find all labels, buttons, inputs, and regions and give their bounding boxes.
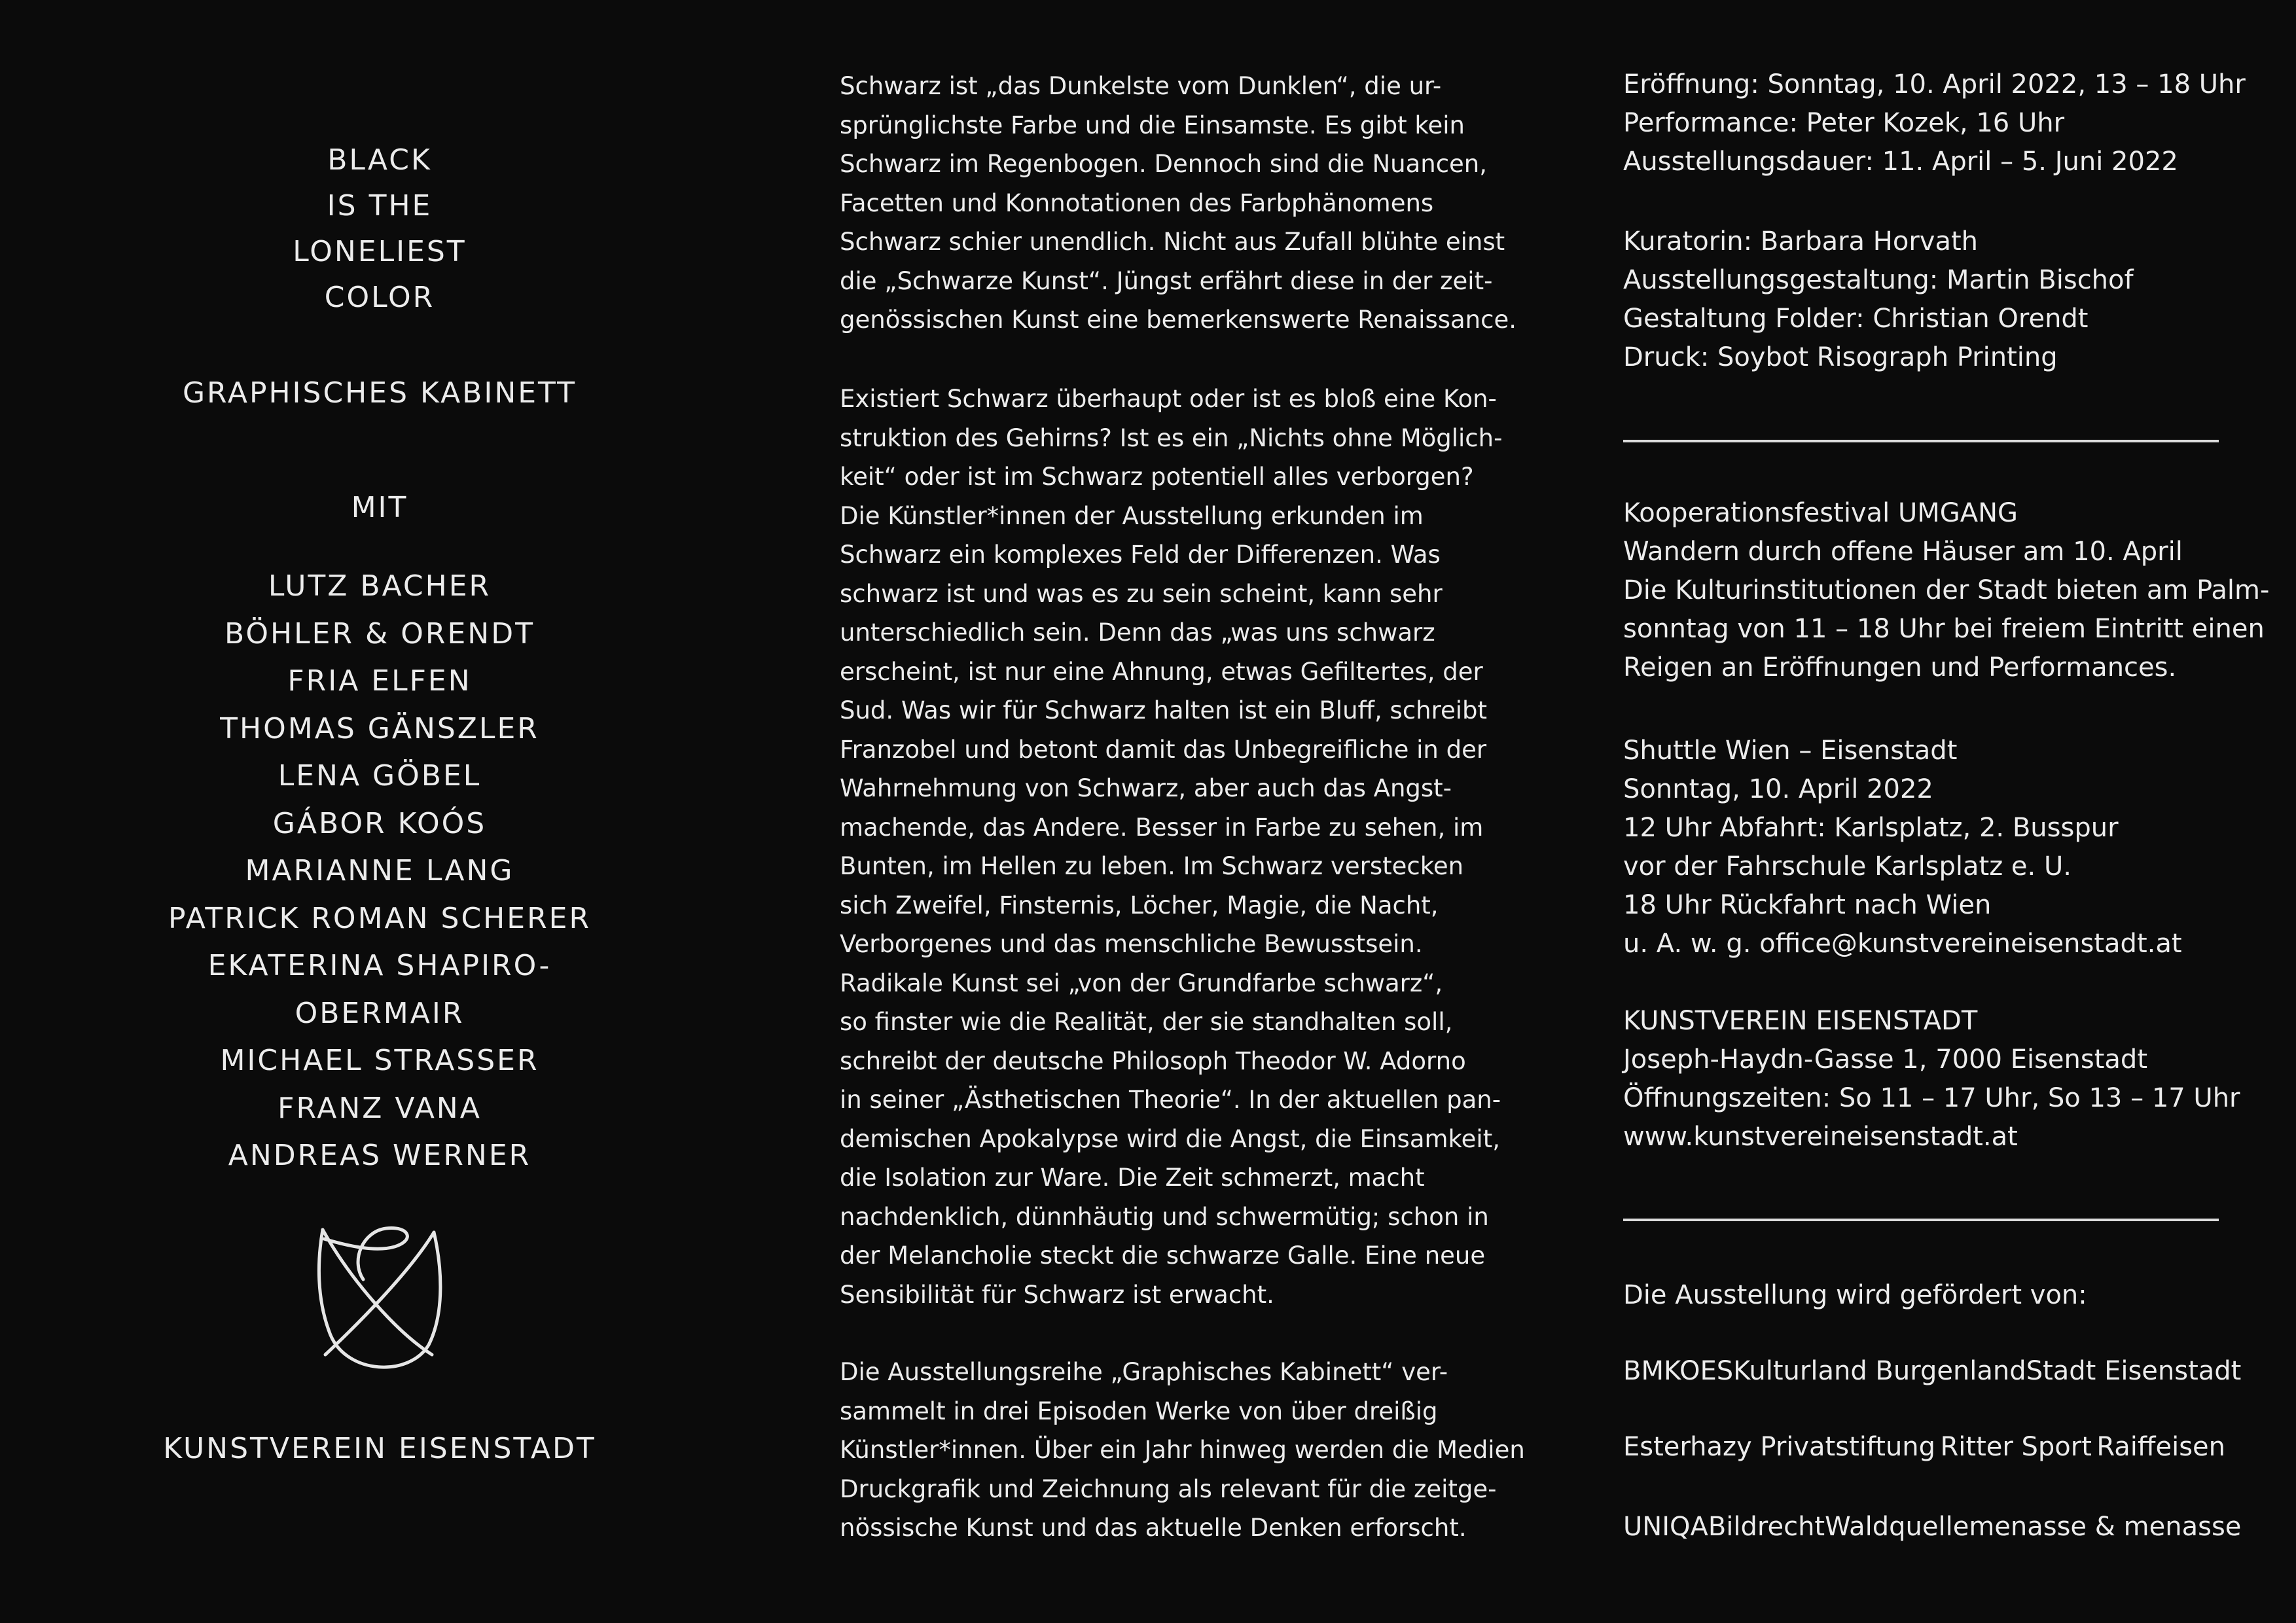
sponsor-name: Kulturland Burgenland — [1733, 1356, 2026, 1386]
essay-line: in seiner „Ästhetischen Theorie“. In der aktuellen pan- — [840, 1086, 1501, 1114]
opening-dates — [1623, 65, 2246, 181]
info-line: u. A. w. g. office@kunstvereineisenstadt.at — [1623, 929, 2182, 959]
info-line: Gestaltung Folder: Christian Orendt — [1623, 304, 2089, 334]
essay-line: sich Zweifel, Finsternis, Löcher, Magie, die Nacht, — [840, 891, 1439, 919]
info-line: Wandern durch offene Häuser am 10. April — [1623, 537, 2183, 567]
info-line: vor der Fahrschule Karlsplatz e. U. — [1623, 851, 2072, 882]
exhibition-title — [131, 137, 628, 321]
essay-line: die „Schwarze Kunst“. Jüngst erfährt diese in der zeit- — [840, 266, 1493, 295]
essay-line: schwarz ist und was es zu sein scheint, kann sehr — [840, 579, 1443, 608]
divider — [1623, 1219, 2219, 1221]
sponsor-name: Waldquelle — [1825, 1512, 1969, 1542]
artist-name: FRIA ELFEN — [287, 664, 472, 698]
essay-line: machende, das Andere. Besser in Farbe zu sehen, im — [840, 813, 1484, 842]
info-line: sonntag von 11 – 18 Uhr bei freiem Eintritt einen — [1623, 614, 2265, 644]
sponsor-row — [1623, 1512, 2242, 1542]
info-line: Joseph-Haydn-Gasse 1, 7000 Eisenstadt — [1623, 1044, 2147, 1075]
info-line: KUNSTVEREIN EISENSTADT — [1623, 1006, 1978, 1036]
title-line: IS THE — [327, 189, 433, 223]
essay-line: keit“ oder ist im Schwarz potentiell alles verborgen? — [840, 463, 1474, 491]
essay-line: Die Ausstellungsreihe „Graphisches Kabinett“ ver- — [840, 1358, 1448, 1386]
essay-line: sammelt in drei Episoden Werke von über dreißig — [840, 1397, 1438, 1425]
info-line: Öffnungszeiten: So 11 – 17 Uhr, So 13 – 17 Uhr — [1623, 1083, 2240, 1113]
artist-name: BÖHLER & ORENDT — [224, 616, 535, 651]
essay-line: nachdenklich, dünnhäutig und schwermütig; schon in — [840, 1202, 1489, 1231]
info-line: Performance: Peter Kozek, 16 Uhr — [1623, 108, 2065, 138]
essay-line: Künstler*innen. Über ein Jahr hinweg werden die Medien — [840, 1436, 1525, 1464]
essay-line: Franzobel und betont damit das Unbegreifliche in der — [840, 735, 1487, 764]
artist-name: LUTZ BACHER — [268, 569, 492, 603]
info-line: Reigen an Eröffnungen und Performances. — [1623, 652, 2177, 683]
essay-line: Sud. Was wir für Schwarz halten ist ein Bluff, schreibt — [840, 696, 1488, 724]
essay-line: Die Künstler*innen der Ausstellung erkunden im — [840, 501, 1424, 530]
essay-line: Schwarz im Regenbogen. Dennoch sind die Nuancen, — [840, 150, 1488, 178]
info-line: Eröffnung: Sonntag, 10. April 2022, 13 – 18 Uhr — [1623, 69, 2246, 99]
essay-line: Druckgrafik und Zeichnung als relevant für die zeitge- — [840, 1474, 1497, 1503]
info-line: 12 Uhr Abfahrt: Karlsplatz, 2. Busspur — [1623, 813, 2119, 843]
sponsor-heading: Die Ausstellung wird gefördert von: — [1623, 1280, 2087, 1310]
divider — [1623, 440, 2219, 442]
essay-line: erscheint, ist nur eine Ahnung, etwas Gefiltertes, der — [840, 657, 1483, 686]
artist-list — [131, 563, 628, 1180]
organization-name: KUNSTVEREIN EISENSTADT — [163, 1432, 596, 1465]
sponsor-name: Bildrecht — [1708, 1512, 1825, 1542]
sponsor-name: UNIQA — [1623, 1512, 1708, 1542]
info-panel — [1623, 0, 2270, 1623]
info-line: Ausstellungsgestaltung: Martin Bischof — [1623, 265, 2134, 295]
essay-line: Schwarz schier unendlich. Nicht aus Zufall blühte einst — [840, 228, 1505, 256]
info-line: www.kunstvereineisenstadt.at — [1623, 1122, 2018, 1152]
essay-line: unterschiedlich sein. Denn das „was uns schwarz — [840, 618, 1435, 647]
info-line: Kooperationsfestival UMGANG — [1623, 498, 2018, 528]
essay-line: Sensibilität für Schwarz ist erwacht. — [840, 1280, 1274, 1309]
artist-name: MICHAEL STRASSER — [220, 1044, 539, 1077]
with-label: MIT — [351, 491, 408, 524]
sponsor-row — [1623, 1356, 2242, 1386]
sponsor-name: Esterhazy Privatstiftung — [1623, 1432, 1936, 1462]
info-line: 18 Uhr Rückfahrt nach Wien — [1623, 890, 1992, 920]
sponsor-name: menasse & menasse — [1969, 1512, 2242, 1542]
left-panel — [131, 0, 628, 1623]
essay-panel — [840, 0, 1525, 1623]
title-line: LONELIEST — [293, 235, 467, 268]
essay-paragraph-3 — [840, 1353, 1525, 1548]
info-line: Sonntag, 10. April 2022 — [1623, 774, 1933, 804]
artist-name: THOMAS GÄNSZLER — [220, 711, 539, 745]
essay-line: Schwarz ist „das Dunkelste vom Dunklen“, die ur- — [840, 72, 1442, 100]
essay-line: Radikale Kunst sei „von der Grundfarbe schwarz“, — [840, 969, 1443, 997]
sponsor-row — [1623, 1432, 2225, 1462]
info-line: Shuttle Wien – Eisenstadt — [1623, 736, 1958, 766]
artist-name: ANDREAS WERNER — [228, 1139, 531, 1172]
essay-line: Facetten und Konnotationen des Farbphänomens — [840, 188, 1434, 217]
essay-line: nössische Kunst und das aktuelle Denken erforscht. — [840, 1514, 1467, 1542]
festival-info — [1623, 494, 2270, 687]
shuttle-info — [1623, 732, 2225, 963]
essay-line: Bunten, im Hellen zu leben. Im Schwarz verstecken — [840, 852, 1464, 880]
artist-name: PATRICK ROMAN SCHERER — [168, 901, 592, 935]
info-line: Kuratorin: Barbara Horvath — [1623, 226, 1978, 257]
essay-line: genössischen Kunst eine bemerkenswerte Renaissance. — [840, 306, 1516, 334]
essay-line: der Melancholie steckt die schwarze Galle. Eine neue — [840, 1241, 1486, 1270]
artist-name: GÁBOR KOÓS — [272, 806, 487, 840]
title-line: BLACK — [327, 143, 432, 177]
essay-line: die Isolation zur Ware. Die Zeit schmerzt, macht — [840, 1164, 1425, 1192]
artist-name: FRANZ VANA — [278, 1091, 482, 1125]
title-line: COLOR — [324, 281, 435, 314]
sponsor-name: Ritter Sport — [1940, 1432, 2092, 1462]
info-line: Die Kulturinstitutionen der Stadt bieten am Palm- — [1623, 575, 2270, 605]
hand-drawn-cross-circle-logo-icon — [311, 1221, 448, 1391]
sponsor-name: Raiffeisen — [2096, 1432, 2225, 1462]
credits — [1623, 223, 2225, 377]
sponsor-name: Stadt Eisenstadt — [2026, 1356, 2242, 1386]
essay-line: sprünglichste Farbe und die Einsamste. Es gibt kein — [840, 111, 1465, 139]
essay-line: Schwarz ein komplexes Feld der Differenzen. Was — [840, 541, 1441, 569]
essay-paragraph-2 — [840, 380, 1503, 1314]
venue-info — [1623, 1002, 2240, 1156]
essay-line: so finster wie die Realität, der sie standhalten soll, — [840, 1008, 1453, 1036]
essay-line: Verborgenes und das menschliche Bewusstsein. — [840, 930, 1423, 958]
sponsor-name: BMKOES — [1623, 1356, 1734, 1386]
essay-line: Wahrnehmung von Schwarz, aber auch das Angst- — [840, 774, 1452, 802]
info-line: Ausstellungsdauer: 11. April – 5. Juni 2022 — [1623, 147, 2178, 177]
essay-line: struktion des Gehirns? Ist es ein „Nichts ohne Möglich- — [840, 423, 1503, 452]
artist-name: EKATERINA SHAPIRO-OBERMAIR — [207, 949, 552, 1030]
essay-line: demischen Apokalypse wird die Angst, die Einsamkeit, — [840, 1124, 1500, 1153]
series-subtitle: GRAPHISCHES KABINETT — [182, 376, 577, 410]
essay-paragraph-1 — [840, 67, 1516, 340]
artist-name: LENA GÖBEL — [278, 759, 482, 793]
artist-name: MARIANNE LANG — [245, 854, 514, 887]
essay-line: Existiert Schwarz überhaupt oder ist es bloß eine Kon- — [840, 385, 1497, 413]
essay-line: schreibt der deutsche Philosoph Theodor W. Adorno — [840, 1046, 1466, 1075]
info-line: Druck: Soybot Risograph Printing — [1623, 342, 2058, 372]
